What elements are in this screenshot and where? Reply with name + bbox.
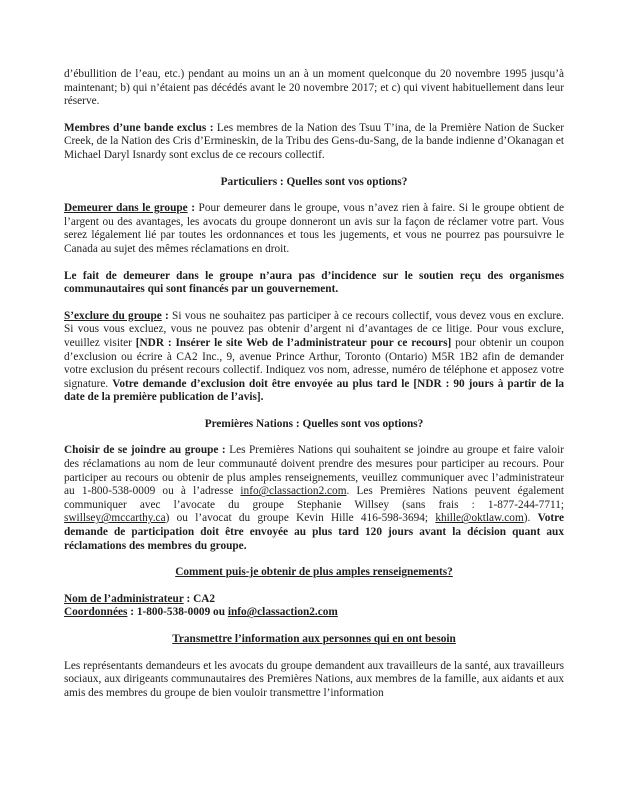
contact-or-text: ou bbox=[210, 606, 228, 619]
heading-more-information: Comment puis-je obtenir de plus amples renseignements? bbox=[175, 566, 453, 579]
administrator-name-value: CA2 bbox=[193, 592, 216, 605]
paragraph-text: . Les Premières Nations peuvent également communiquer avec l’avocate du groupe Stephanie Willsey (sans frais : 1-877-244-7711; bbox=[64, 485, 564, 511]
paragraph-eligibility bbox=[64, 68, 564, 109]
contact-details-line bbox=[64, 606, 564, 620]
willsey-email-link[interactable]: swillsey@mccarthy.ca bbox=[64, 512, 166, 525]
paragraph-no-impact bbox=[64, 270, 564, 297]
paragraph-join-group bbox=[64, 444, 564, 553]
paragraph-text: d’ébullition de l’eau, etc.) pendant au moins un an à un moment quelconque du 20 novembre 1995 jusqu’à maintenant; b) qui n’étaient pas décédés avant le 20 novembre 2017; et c) qui vivent habituellement dans leur réserve. bbox=[64, 68, 564, 108]
join-deadline: Votre demande de participation doit être envoyée au plus tard 120 jours avant la décision quant aux réclamations des membres du groupe. bbox=[64, 512, 564, 552]
paragraph-share-information bbox=[64, 660, 564, 701]
paragraph-text: pour obtenir un coupon d’exclusion ou écrire à CA2 Inc., 9, avenue Prince Arthur, Toronto (Ontario) M5R 1B2 afin de demander votre exclusion du présent recours collectif. Indiquez vos nom, adresse, numéro de téléphone et apposez votre signature. bbox=[64, 336, 565, 390]
paragraph-text: ) ou l’avocat du groupe Kevin Hille 416-598-3694; bbox=[165, 512, 436, 525]
label-colon: : bbox=[161, 309, 173, 322]
band-excluded-label: Membres d’une bande exclus bbox=[64, 121, 207, 134]
paragraph-stay-in-group bbox=[64, 202, 564, 256]
label-colon: : bbox=[187, 202, 199, 215]
heading-share-information: Transmettre l’information aux personnes qui en ont besoin bbox=[172, 633, 456, 645]
contact-email-link[interactable]: info@classaction2.com bbox=[227, 606, 338, 619]
heading-first-nations-options: Premières Nations : Quelles sont vos options? bbox=[204, 417, 424, 430]
opt-out-deadline: Votre demande d’exclusion doit être envoyée au plus tard le [NDR : 90 jours à partir de la date de la première publication de l’avis]. bbox=[64, 377, 565, 404]
admin-email-link[interactable]: info@classaction2.com bbox=[240, 485, 347, 498]
paragraph-opt-out bbox=[64, 310, 564, 405]
opt-out-label: S’exclure du groupe bbox=[64, 309, 162, 322]
paragraph-text: Si vous ne souhaitez pas participer à ce recours collectif, vous devez vous en exclure. Si vous vous excluez, vous ne pouvez pas obtenir d’argent ni d’avantages de ce litige. Pour vous exclure, veuillez visiter bbox=[64, 309, 564, 349]
label-colon: : bbox=[206, 121, 217, 134]
administrator-name-label: Nom de l’administrateur bbox=[64, 592, 184, 605]
label-colon: : bbox=[183, 592, 194, 605]
paragraph-text: Les représentants demandeurs et les avocats du groupe demandent aux travailleurs de la santé, aux travailleurs sociaux, aux dirigeants communautaires des Premières Nations, aux membres de la famille, aux aidants et aux amis des membres du groupe de bien vouloir transmettre l’information bbox=[64, 659, 564, 699]
paragraph-text: Les Premières Nations qui souhaitent se joindre au groupe et faire valoir des réclamations au nom de leur communauté doivent prendre des mesures pour participer au recours. Pour participer au recours ou obtenir de plus amples renseignements, veuillez communiquer avec l’administrateur au 1-800-538-0009 ou à l’adresse bbox=[64, 444, 564, 498]
join-group-label: Choisir de se joindre au groupe bbox=[64, 444, 219, 457]
paragraph-text: Les membres de la Nation des Tsuu T’ina, de la Première Nation de Sucker Creek, de la Nation des Cris d’Ermineskin, de la Tribu des Gens-du-Sang, de la bande indienne d’Okanagan et Michael Daryl Isnardy sont exclus de ce recours collectif. bbox=[64, 121, 564, 161]
administrator-name-line bbox=[64, 593, 564, 607]
contact-phone: 1-800-538-0009 bbox=[136, 606, 211, 619]
paragraph-band-excluded bbox=[64, 122, 564, 163]
stay-in-group-label: Demeurer dans le groupe bbox=[64, 202, 188, 215]
paragraph-text: ). bbox=[523, 512, 538, 525]
label-colon: : bbox=[218, 444, 230, 457]
contact-label: Coordonnées bbox=[64, 606, 128, 619]
heading-individuals-options: Particuliers : Quelles sont vos options? bbox=[220, 175, 408, 188]
label-colon: : bbox=[127, 606, 137, 619]
hille-email-link[interactable]: khille@oktlaw.com bbox=[435, 512, 524, 525]
ndr-website-placeholder: [NDR : Insérer le site Web de l’administrateur pour ce recours] bbox=[135, 336, 452, 349]
paragraph-text: Pour demeurer dans le groupe, vous n’avez rien à faire. Si le groupe obtient de l’argent ou des avantages, les avocats du groupe donneront un avis sur la façon de réclamer votre part. Vous serez légalement lié par toutes les ordonnances et tous les jugements, et vous ne pourrez pas poursuivre le Canada au sujet des mêmes réclamations en droit. bbox=[64, 202, 564, 255]
paragraph-text: Le fait de demeurer dans le groupe n’aura pas d’incidence sur le soutien reçu des organismes communautaires qui sont financés par un gouvernement. bbox=[64, 269, 564, 296]
